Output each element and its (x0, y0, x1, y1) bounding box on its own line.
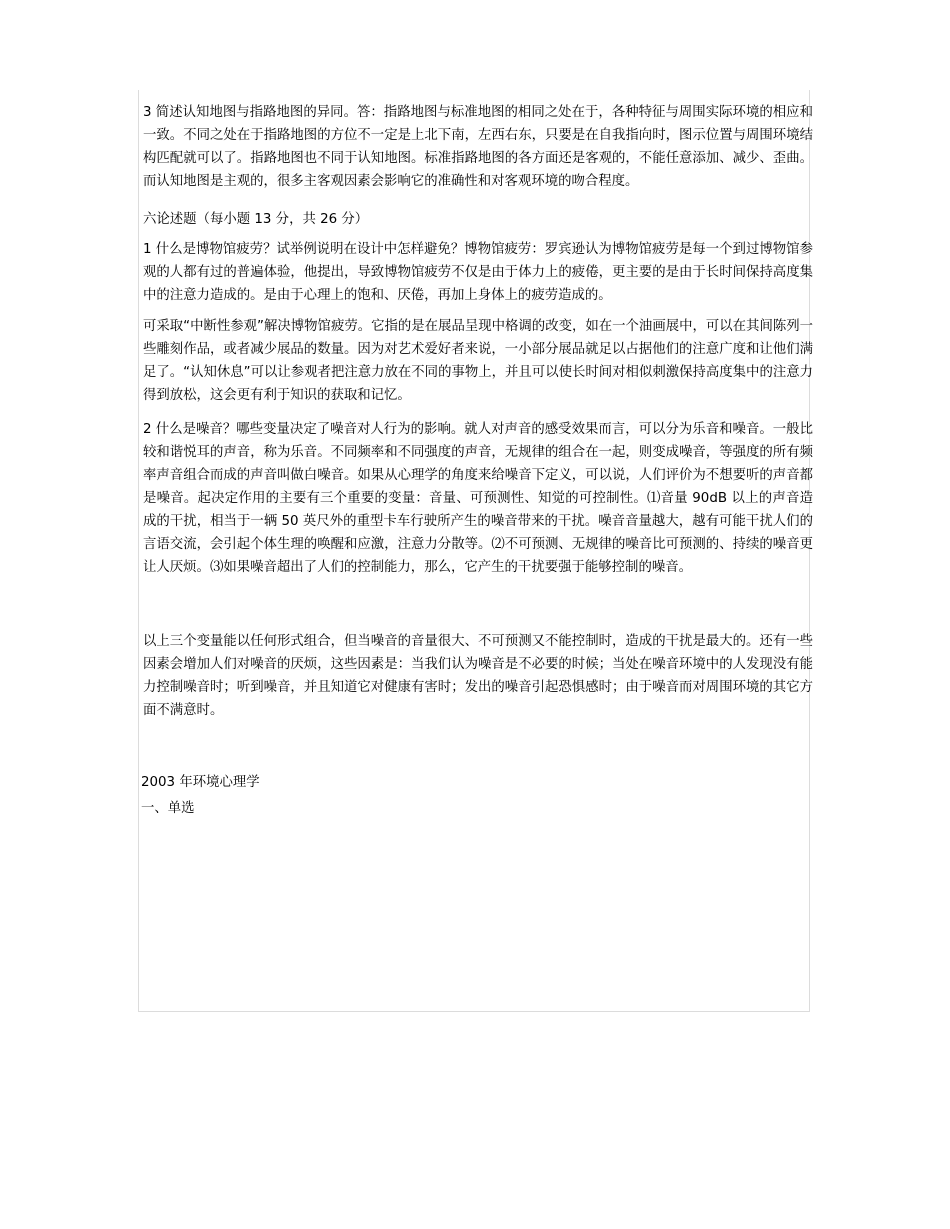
section-6-heading: 六论述题（每小题 13 分，共 26 分） (143, 212, 369, 227)
question-1-answer-part2: 可采取“中断性参观”解决博物馆疲劳。它指的是在展品呈现中格调的改变，如在一个油画展中，可以在其间陈列一些雕刻作品，或者减少展品的数量。因为对艺术爱好者来说，一小部分展品就足以占据他们的注意广度和让他们满足了。“认知休息”可以让参观者把注意力放在不同的事物上，并且可以使长时间对相似刺激保持高度集中的注意力得到放松，这会更有利于知识的获取和记忆。 (143, 319, 814, 403)
question-2-answer-part2: 以上三个变量能以任何形式组合，但当噪音的音量很大、不可预测又不能控制时，造成的干扰是最大的。还有一些因素会增加人们对噪音的厌烦，这些因素是：当我们认为噪音是不必要的时候；当处在噪音环境中的人发现没有能力控制噪音时；听到噪音，并且知道它对健康有害时；发出的噪音引起恐惧感时；由于噪音而对周围环境的其它方面不满意时。 (143, 634, 813, 718)
exam-title: 2003 年环境心理学 (141, 775, 260, 790)
question-3-answer: 3 简述认知地图与指路地图的异同。答：指路地图与标准地图的相同之处在于，各种特征与周围实际环境的相应和一致。不同之处在于指路地图的方位不一定是上北下南，左西右东，只要是在自我指向时，图示位置与周围环境结构匹配就可以了。指路地图也不同于认知地图。标准指路地图的各方面还是客观的，不能任意添加、减少、歪曲。而认知地图是主观的，很多主客观因素会影响它的准确性和对客观环境的吻合程度。 (143, 105, 813, 189)
section-1-heading: 一、单选 (141, 801, 195, 816)
question-2-answer-part1: 2 什么是噪音？哪些变量决定了噪音对人行为的影响。就人对声音的感受效果而言，可以分为乐音和噪音。一般比较和谐悦耳的声音，称为乐音。不同频率和不同强度的声音，无规律的组合在一起，则变成噪音，等强度的所有频率声音组合而成的声音叫做白噪音。如果从心理学的角度来给噪音下定义，可以说，人们评价为不想要听的声音都是噪音。起决定作用的主要有三个重要的变量：音量、可预测性、知觉的可控制性。⑴音量 90dB 以上的声音造成的干扰，相当于一辆 50 英尺外的重型卡车行驶所产生的噪音带来的干扰。噪音音量越大，越有可能干扰人们的言语交流，会引起个体生理的唤醒和应激，注意力分散等。⑵不可预测、无规律的噪音比可预测的、持续的噪音更让人厌烦。⑶如果噪音超出了人们的控制能力，那么，它产生的干扰要强于能够控制的噪音。 (143, 422, 813, 575)
question-1-answer-part1: 1 什么是博物馆疲劳？试举例说明在设计中怎样避免？博物馆疲劳：罗宾逊认为博物馆疲劳是每一个到过博物馆参观的人都有过的普遍体验，他提出，导致博物馆疲劳不仅是由于体力上的疲倦，更主要的是由于长时间保持高度集中的注意力造成的。是由于心理上的饱和、厌倦，再加上身体上的疲劳造成的。 (143, 242, 813, 303)
